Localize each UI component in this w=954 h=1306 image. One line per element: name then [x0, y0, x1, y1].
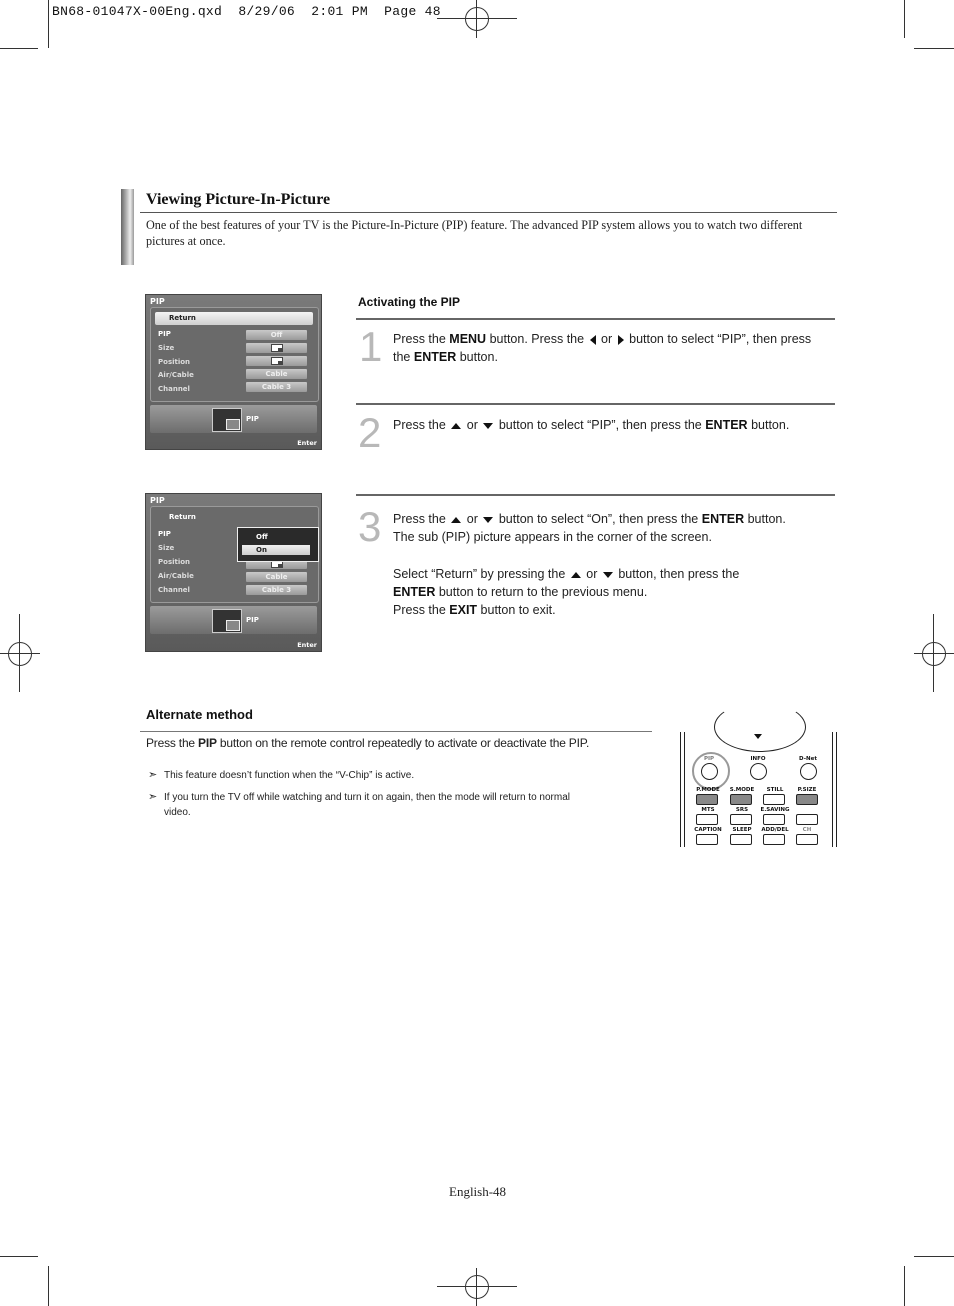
remote-edge: [684, 732, 685, 847]
step-1-text: Press the MENU button. Press the or button to select “PIP”, then press the ENTER button.: [393, 332, 812, 364]
page-number: English-48: [449, 1184, 507, 1199]
crop-mark: [904, 1266, 905, 1306]
remote-label: STILL: [766, 787, 784, 793]
step-rule: [356, 318, 835, 320]
adddel-button: [763, 834, 785, 845]
remote-label: MTS: [701, 807, 715, 813]
registration-mark-icon: [8, 642, 32, 666]
tv-menu-value: Cable: [246, 572, 307, 582]
remote-label: SLEEP: [732, 827, 752, 833]
mts-button: [696, 814, 718, 825]
tv-menu-item: Size: [158, 344, 175, 352]
remote-edge: [832, 732, 833, 847]
crop-mark: [48, 0, 49, 48]
tv-menu-title: PIP: [150, 496, 165, 505]
down-arrow-icon: [754, 734, 762, 739]
psize-button: [796, 794, 818, 805]
up-arrow-icon: [451, 517, 461, 523]
tv-menu-value: Cable: [246, 369, 307, 379]
remote-edge: [680, 732, 681, 847]
remote-label: PIP: [703, 756, 715, 762]
crop-mark: [904, 0, 905, 38]
step-number: 1: [359, 323, 383, 370]
tv-menu-title: PIP: [150, 297, 165, 306]
tv-menu-item: Position: [158, 358, 191, 366]
remote-label: SRS: [735, 807, 749, 813]
section-intro: One of the best features of your TV is the Picture-In-Picture (PIP) feature. The advanced PIP system allows you to watch two different pictures at once.: [146, 218, 803, 248]
info-button: [750, 763, 767, 780]
remote-label: ADD/DEL: [761, 827, 789, 833]
tv-menu-screen-2: [145, 493, 322, 652]
smode-button: [730, 794, 752, 805]
tv-menu-panel: [150, 307, 319, 402]
tv-return-item: Return: [155, 312, 313, 325]
channel-up-button: [796, 814, 818, 825]
tv-menu-value: Cable 3: [246, 585, 307, 595]
tv-menu-item: Size: [158, 544, 175, 552]
section-bar: [121, 189, 134, 265]
up-arrow-icon: [571, 572, 581, 578]
registration-mark-icon: [465, 7, 489, 31]
tv-menu-item: PIP: [158, 330, 171, 338]
still-button: [763, 794, 785, 805]
left-arrow-icon: [590, 335, 596, 345]
right-arrow-icon: [618, 335, 624, 345]
tv-menu-item: Position: [158, 558, 191, 566]
tv-option-popup: [237, 527, 319, 562]
tv-menu-item: Channel: [158, 586, 190, 594]
crop-mark: [0, 48, 38, 49]
tv-footer-label: PIP: [246, 616, 259, 624]
tv-popup-option: Off: [256, 533, 268, 541]
crop-mark: [48, 1266, 49, 1306]
down-arrow-icon: [483, 423, 493, 429]
remote-label: E.SAVING: [760, 807, 790, 813]
note-arrow-icon: ➣: [148, 769, 158, 781]
tv-footer-label: PIP: [246, 415, 259, 423]
step-number: 2: [358, 409, 382, 456]
registration-line: [437, 18, 517, 19]
alternate-title: Alternate method: [146, 707, 253, 722]
registration-line: [19, 614, 20, 692]
tv-menu-item: Channel: [158, 385, 190, 393]
step-rule: [356, 403, 835, 405]
up-arrow-icon: [451, 423, 461, 429]
tv-menu-screen-1: [145, 294, 322, 450]
section-title: Viewing Picture-In-Picture: [146, 191, 331, 208]
tv-return-item: Return: [169, 513, 196, 521]
tv-menu-item: PIP: [158, 530, 171, 538]
crop-mark: [0, 1256, 38, 1257]
note-item: ➣ If you turn the TV off while watching and turn it on again, then the mode will return to normal video.: [148, 791, 570, 818]
remote-label: D-Net: [799, 756, 817, 762]
tv-menu-panel: [150, 506, 319, 603]
down-arrow-icon: [603, 572, 613, 578]
down-arrow-icon: [483, 517, 493, 523]
section-rule: [140, 212, 837, 213]
step-number: 3: [358, 503, 382, 550]
remote-label: S.MODE: [729, 787, 755, 793]
step-rule: [356, 494, 835, 496]
remote-label: CH: [802, 827, 812, 833]
tv-menu-item: Air/Cable: [158, 572, 194, 580]
remote-label: CAPTION: [694, 827, 722, 833]
note-arrow-icon: ➣: [148, 791, 158, 803]
note-item: ➣ This feature doesn’t function when the “V-Chip” is active.: [148, 769, 415, 781]
registration-mark-icon: [922, 642, 946, 666]
activating-title: Activating the PIP: [358, 295, 461, 309]
tv-menu-value: Off: [246, 330, 307, 340]
esaving-button: [763, 814, 785, 825]
remote-label: P.SIZE: [797, 787, 817, 793]
registration-line: [476, 0, 477, 38]
dnet-button: [800, 763, 817, 780]
remote-control-illustration: [680, 732, 837, 847]
crop-mark: [914, 1256, 954, 1257]
registration-line: [0, 653, 40, 654]
caption-button: [696, 834, 718, 845]
alternate-text: Press the PIP button on the remote control repeatedly to activate or deactivate the PIP.: [146, 736, 590, 750]
tv-menu-value: Cable 3: [246, 382, 307, 392]
pip-position-icon: [271, 357, 283, 365]
remote-label: INFO: [750, 756, 766, 762]
registration-line: [437, 1286, 517, 1287]
crop-mark: [914, 48, 954, 49]
step-3-text: Press the or button to select “On”, then press the ENTER button. The sub (PIP) picture appears in the corner of the screen. Select “Return” by pressing the or button, then press the ENTER button to return to the previous menu. Press the EXIT button to exit.: [393, 512, 786, 617]
pmode-button: [696, 794, 718, 805]
registration-line: [914, 653, 954, 654]
tv-popup-option-selected: On: [242, 545, 310, 555]
pip-picture-icon: [212, 408, 242, 432]
srs-button: [730, 814, 752, 825]
tv-menu-value: [246, 356, 307, 366]
pip-picture-icon: [212, 609, 242, 633]
pip-size-icon: [271, 344, 283, 352]
tv-menu-item: Air/Cable: [158, 371, 194, 379]
pip-button: [701, 763, 718, 780]
remote-label: P.MODE: [696, 787, 720, 793]
registration-line: [476, 1268, 477, 1306]
tv-enter-hint: Enter: [297, 641, 317, 649]
step-2-text: Press the or button to select “PIP”, then press the ENTER button.: [393, 418, 790, 432]
tv-menu-footer: [150, 405, 317, 433]
tv-menu-footer: [150, 606, 317, 634]
alternate-rule: [140, 731, 652, 732]
file-header: BN68-01047X-00Eng.qxd 8/29/06 2:01 PM Page 48: [52, 4, 441, 19]
registration-mark-icon: [465, 1275, 489, 1299]
tv-enter-hint: Enter: [297, 439, 317, 447]
tv-menu-value: [246, 343, 307, 353]
registration-line: [933, 614, 934, 692]
remote-edge: [836, 732, 837, 847]
channel-down-button: [796, 834, 818, 845]
sleep-button: [730, 834, 752, 845]
remote-dpad-arc: [714, 702, 806, 752]
